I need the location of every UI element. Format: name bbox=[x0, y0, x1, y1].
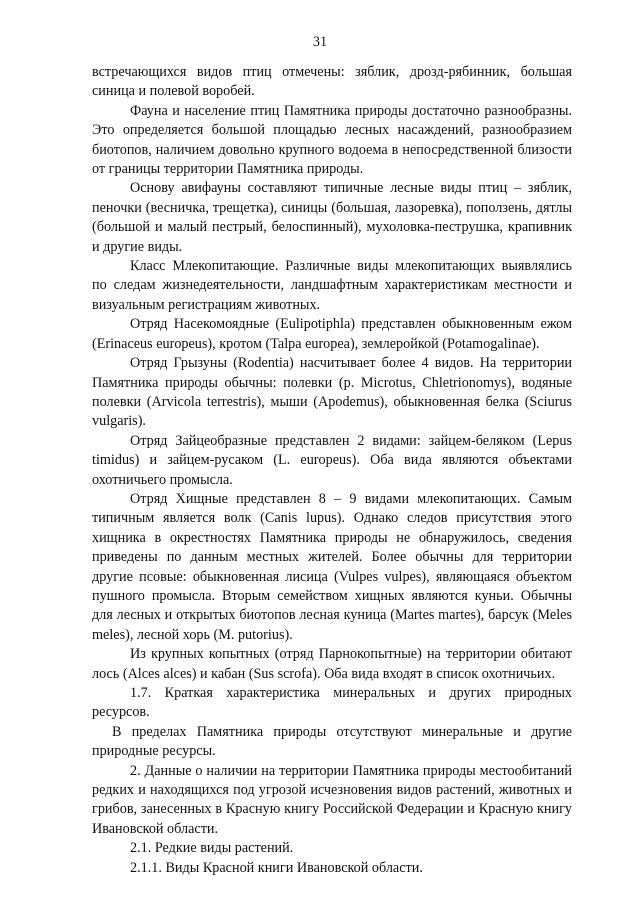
paragraph-bird-fauna: Фауна и население птиц Памятника природы достаточно разнообразны. Это определяется большой площадью лесных насаждений, разнообразием биотопов, наличием довольно крупного водоема в непосредственной близости от границы территории Памятника природы. bbox=[92, 102, 572, 178]
section-heading-2: 2. Данные о наличии на территории Памятника природы местообитаний редких и находящихся под угрозой исчезновения видов растений, животных и грибов, занесенных в Красную книгу Российской Федерации и Красную книгу Ивановской области. bbox=[92, 762, 572, 837]
paragraph-avifauna-basis: Основу авифауны составляют типичные лесные виды птиц – зяблик, пеночки (весничка, трещетка), синицы (большая, лазоревка), поползень, дятлы (большой и малый пестрый, белоспинный), мухоловка-пеструшка, крапивник и другие виды. bbox=[92, 180, 572, 255]
page-number: 31 bbox=[312, 34, 328, 50]
page-body bbox=[92, 63, 572, 878]
paragraph-rodents: Отряд Грызуны (Rodentia) насчитывает более 4 видов. На территории Памятника природы обычны: полевки (р. Microtus, Chletrionomys), водяные полевки (Arvicola terrestris), мыши (Apodemus), обыкновенная белка (Sciurus vulgaris). bbox=[92, 355, 572, 430]
paragraph-no-resources: В пределах Памятника природы отсутствуют минеральные и другие природные ресурсы. bbox=[92, 723, 572, 760]
paragraph-insectivores: Отряд Насекомоядные (Eulipotiphla) представлен обыкновенным ежом (Erinaceus europeus), кротом (Talpa europea), землеройкой (Potamogalinae). bbox=[92, 316, 572, 352]
section-heading-2-1-1: 2.1.1. Виды Красной книги Ивановской области. bbox=[130, 859, 423, 876]
paragraph-birds-continued: встречающихся видов птиц отмечены: зяблик, дрозд-рябинник, большая синица и полевой воробей. bbox=[92, 64, 572, 100]
paragraph-lagomorphs: Отряд Зайцеобразные представлен 2 видами: зайцем-беляком (Lepus timidus) и зайцем-русаком (L. europeus). Оба вида являются объектами охотничьего промысла. bbox=[92, 432, 572, 488]
section-heading-1-7: 1.7. Краткая характеристика минеральных и других природных ресурсов. bbox=[92, 685, 572, 721]
section-heading-2-1: 2.1. Редкие виды растений. bbox=[130, 840, 294, 857]
paragraph-carnivores: Отряд Хищные представлен 8 – 9 видами млекопитающих. Самым типичным является волк (Canis lupus). Однако следов присутствия этого хищника в окрестностях Памятника природы не обнаружилось, сведения приведены по данным местных жителей. Более обычны для территории другие псовые: обыкновенная лисица (Vulpes vulpes), являющаяся объектом пушного промысла. Вторым семейством хищных являются куньи. Обычны для лесных и открытых биотопов лесная куница (Martes martes), барсук (Meles meles), лесной хорь (M. putorius). bbox=[92, 490, 572, 643]
paragraph-ungulates: Из крупных копытных (отряд Парнокопытные) на территории обитают лось (Alces alces) и кабан (Sus scrofa). Оба вида входят в список охотничьих. bbox=[92, 646, 572, 682]
paragraph-mammals-class: Класс Млекопитающие. Различные виды млекопитающих выявлялись по следам жизнедеятельности, ландшафтным характеристикам местности и визуальным регистрациям животных. bbox=[92, 258, 572, 313]
